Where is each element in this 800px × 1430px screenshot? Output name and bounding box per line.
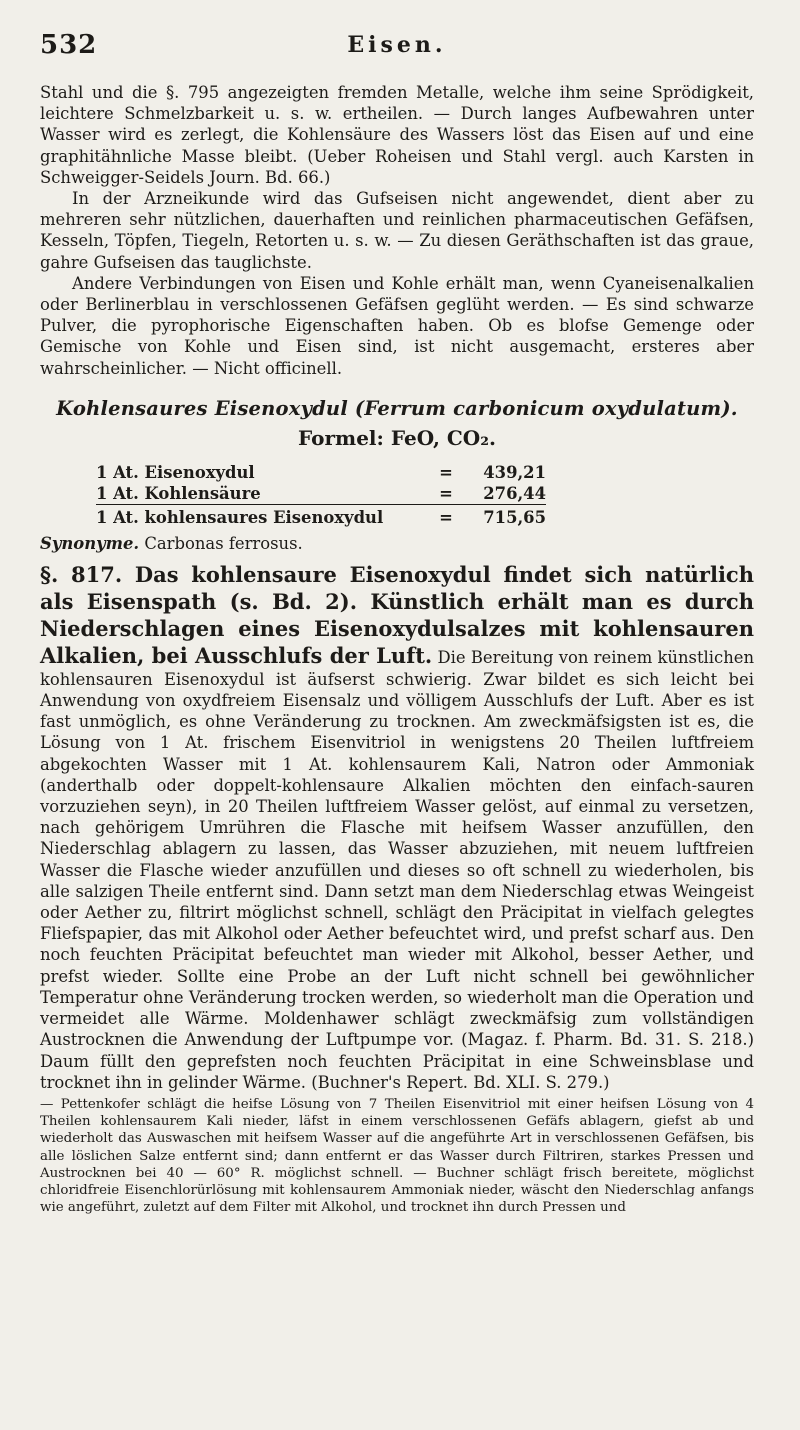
composition-value: 439,21: [483, 462, 546, 482]
composition-name: 1 At. Kohlensäure: [96, 483, 261, 503]
composition-row: [96, 462, 546, 483]
paragraph-817-text: Die Bereitung von reinem künstlichen kohlensauren Eisenoxydul ist äufserst schwierig. Zwar bildet es sich leicht bei Anwendung von oxydfreiem Eisensalz und völligem Ausschlufs der Luft. Aber es ist fast unmöglich, es ohne Veränderung zu trocknen. Am zweckmäfsigsten ist es, die Lösung von 1 At. frischem Eisenvitriol in wenigstens 20 Theilen luftfreiem abgekochten Wasser mit 1 At. kohlensaurem Kali, Natron oder Ammoniak (anderthalb oder doppelt-kohlensaure Alkalien möchten den einfach-sauren vorzuziehen seyn), in 20 Theilen luftfreiem Wasser gelöst, auf einmal zu versetzen, nach gehörigem Umrühren die Flasche mit heifsem Wasser anzufüllen, den Niederschlag ablagern zu lassen, das Wasser abzuziehen, mit neuem luftfreien Wasser die Flasche wieder anzufüllen und dieses so oft schnell zu wiederholen, bis alle salzigen Theile entfernt sind. Dann setzt man dem Niederschlag etwas Weingeist oder Aether zu, filtrirt möglichst schnell, schlägt den Präcipitat in vielfach gelegtes Fliefspapier, das mit Alkohol oder Aether befeuchtet wird, und prefst scharf aus. Den noch feuchten Präcipitat befeuchtet man wieder mit Alkohol, besser Aether, und prefst wieder. Sollte eine Probe an der Luft nicht schnell bei gewöhnlicher Temperatur ohne Veränderung trocken werden, so wiederholt man die Operation und vermeidet alle Wärme. Moldenhawer schlägt zweckmäfsig zum vollständigen Austrocknen die Anwendung der Luftpumpe vor. (Magaz. f. Pharm. Bd. 31. S. 218.) Daum füllt den geprefsten noch feuchten Präcipitat in eine Schweinsblase und trocknet ihn in gelinder Wärme. (Buchner's Repert. Bd. XLI. S. 279.): [40, 647, 755, 1092]
synonyms-text: Carbonas ferrosus.: [144, 533, 303, 553]
paragraph-cast-iron: In der Arzneikunde wird das Gufseisen nicht angewendet, dient aber zu mehreren sehr nützlichen, dauerhaften und reinlichen pharmaceutischen Gefäfsen, Kesseln, Töpfen, Tiegeln, Retorten u. s. w. — Zu diesen Geräthschaften ist das graue, gahre Gufseisen das tauglichste.: [40, 189, 754, 272]
footnote-text: — Pettenkofer schlägt die heifse Lösung von 7 Theilen Eisenvitriol mit einer heifsen Lösung von 4 Theilen kohlensaurem Kali nieder, läfst in einem verschlossenen Gefäfs ablagern, giefst ab und wiederholt das Auswaschen mit heifsem Wasser auf die angeführte Art in verschlossenen Gefäfsen, bis alle löslichen Salze entfernt sind; dann entfernt er das Wasser durch Filtriren, starkes Pressen und Austrocknen bei 40 — 60° R. möglichst schnell. — Buchner schlägt frisch bereitete, möglichst chloridfreie Eisenchlorürlösung mit kohlensaurem Ammoniak nieder, wäscht den Niederschlag anfangs wie angeführt, zuletzt auf dem Filter mit Alkohol, und trocknet ihn durch Pressen und: [40, 1096, 754, 1216]
paragraph-carbon-compounds: Andere Verbindungen von Eisen und Kohle erhält man, wenn Cyaneisenalkalien oder Berlinerblau in verschlossenen Gefäfsen geglüht werden. — Es sind schwarze Pulver, die pyrophorische Eigenschaften haben. Ob es blofse Gemenge oder Gemische von Kohle und Eisen sind, ist nicht ausgemacht, ersteres aber wahrscheinlicher. — Nicht officinell.: [40, 273, 754, 378]
chemical-formula: Formel: FeO, CO₂.: [298, 425, 496, 450]
intro-text: [40, 82, 754, 379]
composition-total-row: [96, 504, 546, 528]
section-title: Kohlensaures Eisenoxydul (Ferrum carbonicum oxydulatum).: [56, 396, 738, 420]
composition-table: [96, 462, 546, 528]
paragraph-steel: Stahl und die §. 795 angezeigten fremden Metalle, welche ihm seine Sprödigkeit, leichtere Schmelzbarkeit u. s. w. ertheilen. — Durch langes Aufbewahren unter Wasser wird es zerlegt, die Kohlensäure des Wassers löst das Eisen auf und eine graphitähnliche Masse bleibt. (Ueber Roheisen und Stahl vergl. auch Karsten in Schweigger-Seidels Journ. Bd. 66.): [40, 83, 754, 187]
composition-name: 1 At. Eisenoxydul: [96, 462, 255, 482]
composition-total-name: 1 At. kohlensaures Eisenoxydul: [96, 504, 426, 528]
running-title: Eisen.: [347, 32, 447, 58]
paragraph-817: [40, 561, 754, 1093]
composition-equals: =: [439, 483, 453, 503]
page-header: [40, 24, 754, 64]
composition-row: [96, 483, 546, 505]
composition-total-equals: =: [426, 504, 466, 528]
composition-equals: =: [439, 462, 453, 482]
synonyms-line: [40, 534, 754, 553]
composition-total-value: 715,65: [466, 504, 546, 528]
synonyms-label: Synonyme.: [40, 533, 140, 553]
paragraph-817-lead: §. 817. Das kohlensaure Eisenoxydul findet sich natürlich als Eisenspath (s. Bd. 2). Künstlich erhält man es durch Niederschlagen eines Eisenoxydulsalzes mit kohlensauren Alkalien, bei Ausschlufs der Luft.: [40, 561, 754, 668]
composition-value: 276,44: [483, 483, 546, 503]
page-number: 532: [40, 30, 98, 60]
